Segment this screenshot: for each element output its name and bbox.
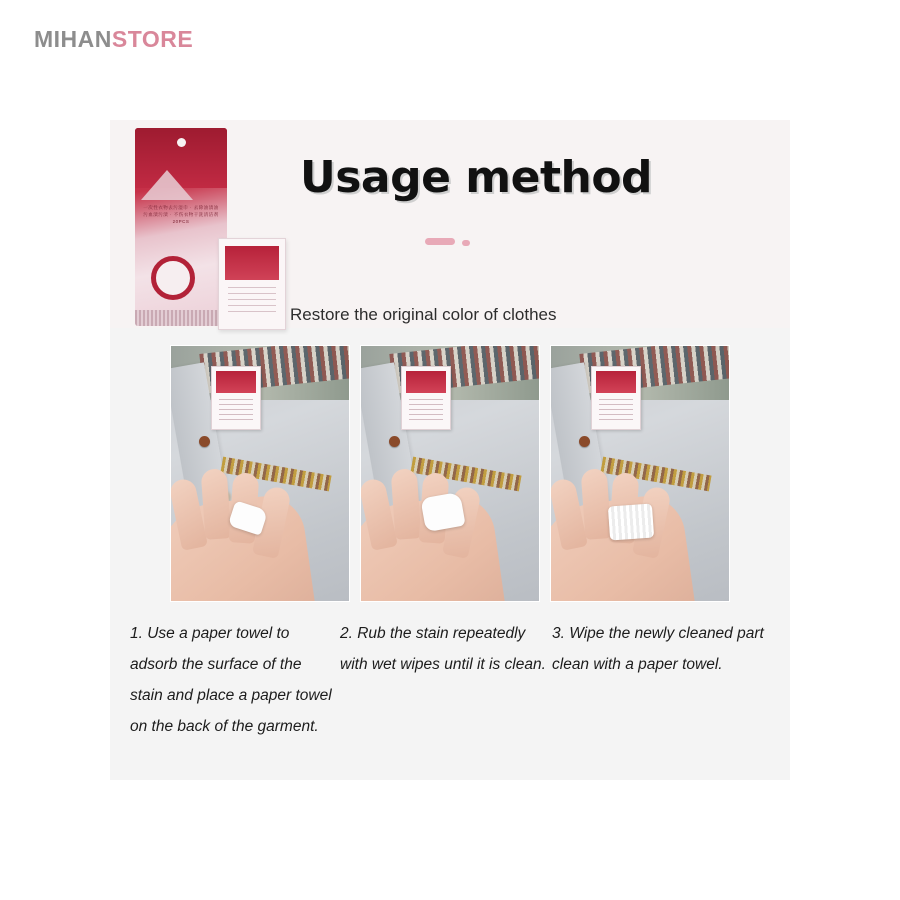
- content-panel: [110, 120, 790, 780]
- finger: [391, 468, 422, 540]
- tag-text-lines: [599, 399, 633, 421]
- product-tag-overlay: [401, 366, 451, 430]
- product-tag-overlay: [211, 366, 261, 430]
- pouch-label-text: 一次性衣物去污湿巾 · 去除油渍油污血渍污渍 · 不伤衣物干洗清洁剂 20PCS: [143, 205, 219, 224]
- brand-logo-part2: STORE: [111, 26, 194, 52]
- brand-logo: [34, 26, 193, 53]
- tag-header-block: [406, 371, 446, 393]
- finger: [201, 468, 232, 540]
- sachet-header-block: [225, 246, 279, 280]
- pouch-seal: [135, 310, 227, 326]
- tag-text-lines: [219, 399, 253, 421]
- tag-header-block: [216, 371, 256, 393]
- page-title: Usage method: [300, 152, 653, 203]
- steps-captions: [120, 618, 790, 768]
- paper-towel: [608, 504, 654, 541]
- step-photo-1: [170, 345, 350, 602]
- wet-wipe: [420, 492, 465, 532]
- header-band: [110, 120, 790, 328]
- photo-row: [170, 345, 730, 605]
- step-caption-3: 3. Wipe the newly cleaned part clean with a paper towel.: [552, 625, 764, 673]
- brand-logo-part1: MIHAN: [34, 26, 112, 52]
- pouch-hang-hole: [177, 138, 186, 147]
- page-subtitle: Restore the original color of clothes: [290, 305, 557, 324]
- finger: [581, 468, 612, 540]
- shirt-button: [579, 436, 590, 447]
- step-caption-2: 2. Rub the stain repeatedly with wet wipes until it is clean.: [340, 625, 546, 673]
- tag-header-block: [596, 371, 636, 393]
- step-photo-3: [550, 345, 730, 602]
- divider-dot: [462, 240, 470, 246]
- shirt-button: [199, 436, 210, 447]
- divider-dash: [425, 238, 455, 245]
- pouch-mountain-graphic: [141, 170, 193, 200]
- step-photo-2: [360, 345, 540, 602]
- sachet-text-lines: [228, 287, 276, 317]
- tag-text-lines: [409, 399, 443, 421]
- product-sachet-image: [218, 238, 286, 330]
- product-tag-overlay: [591, 366, 641, 430]
- step-caption-1: 1. Use a paper towel to adsorb the surface of the stain and place a paper towel on the back of the garment.: [130, 625, 332, 735]
- shirt-button: [389, 436, 400, 447]
- pouch-ring-graphic: [151, 256, 195, 300]
